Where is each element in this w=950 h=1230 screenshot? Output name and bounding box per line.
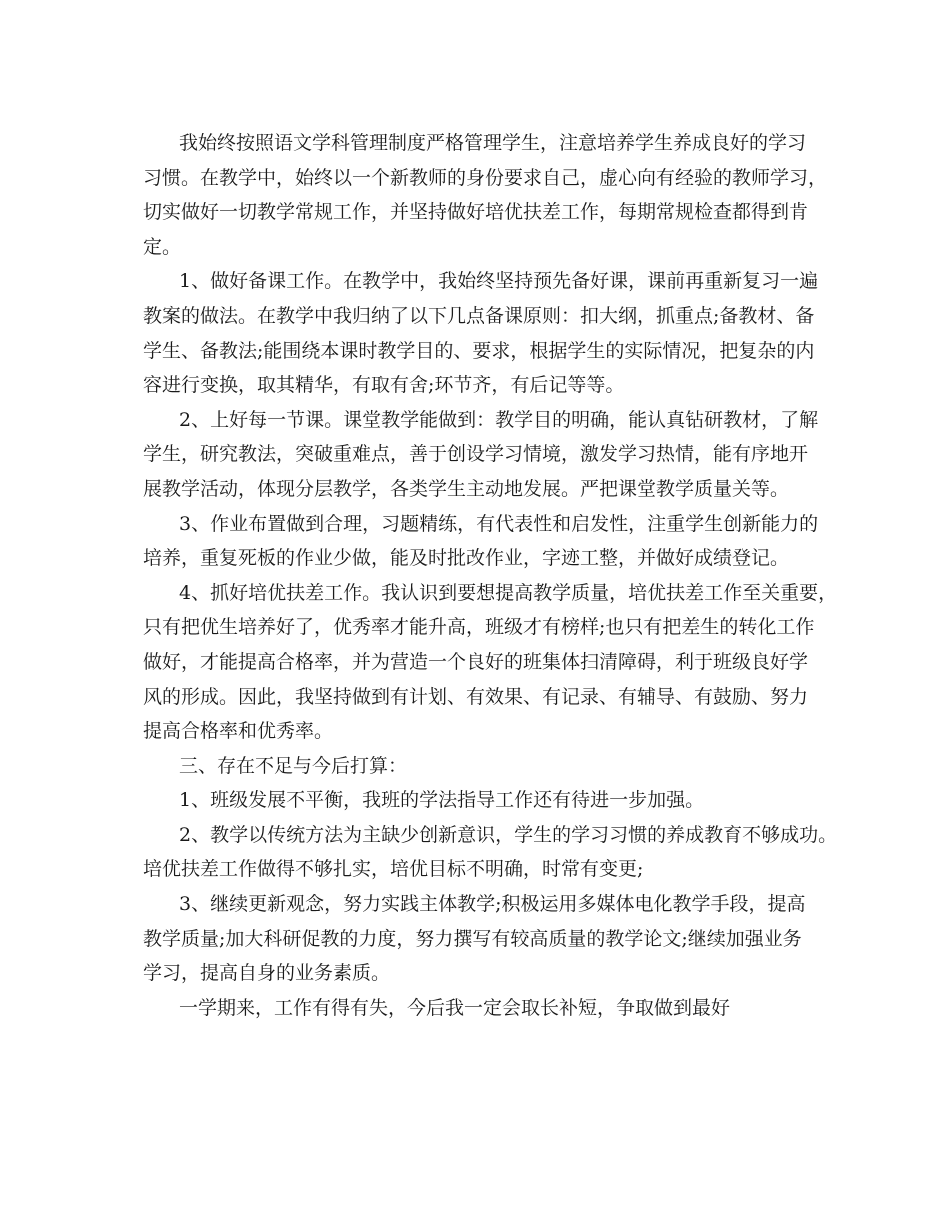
text-line: 1、班级发展不平衡，我班的学法指导工作还有待进一步加强。: [179, 789, 705, 812]
text-line: 2、上好每一节课。课堂教学能做到：教学目的明确，能认真钻研教材，了解: [179, 408, 819, 431]
text-line: 3、作业布置做到合理，习题精练，有代表性和启发性，注重学生创新能力的: [179, 512, 819, 535]
text-line: 3、继续更新观念，努力实践主体教学;积极运用多媒体电化教学手段，提高: [179, 893, 806, 916]
paragraph: [143, 126, 828, 264]
text-line: 学生、备教法;能围绕本课时教学目的、要求，根据学生的实际情况，把复杂的内: [143, 339, 815, 362]
text-line: 培养，重复死板的作业少做，能及时批改作业，字迹工整，并做好成绩登记。: [143, 547, 790, 570]
paragraph: [143, 818, 838, 887]
paragraph: [143, 264, 823, 402]
text-line: 提高合格率和优秀率。: [143, 720, 334, 743]
text-line: 容进行变换，取其精华，有取有舍;环节齐，有后记等等。: [143, 374, 625, 397]
text-line: 展教学活动，体现分层教学，各类学生主动地发展。严把课堂教学质量关等。: [143, 477, 790, 500]
paragraph: [143, 991, 823, 1026]
text-line: 学习，提高自身的业务素质。: [143, 962, 391, 985]
text-line: 1、做好备课工作。在教学中，我始终坚持预先备好课，课前再重新复习一遍: [179, 270, 819, 293]
text-line: 学生，研究教法，突破重难点，善于创设学习情境，激发学习热情，能有序地开: [143, 443, 809, 466]
paragraph: [143, 507, 823, 576]
text-line: 三、存在不足与今后打算：: [179, 754, 408, 777]
text-line: 风的形成。因此，我坚持做到有计划、有效果、有记录、有辅导、有鼓励、努力: [143, 685, 809, 708]
text-line: 一学期来，工作有得有失，今后我一定会取长补短，争取做到最好: [179, 996, 731, 1019]
text-line: 切实做好一切教学常规工作，并坚持做好培优扶差工作，每期常规检查都得到肯: [143, 201, 809, 224]
paragraph: [143, 887, 823, 991]
paragraph: [143, 783, 823, 818]
text-line: 习惯。在教学中，始终以一个新教师的身份要求自己，虚心向有经验的教师学习，: [143, 166, 828, 189]
paragraph: [143, 749, 823, 784]
document-page: [143, 126, 838, 1025]
text-line: 只有把优生培养好了，优秀率才能升高，班级才有榜样;也只有把差生的转化工作: [143, 616, 815, 639]
text-line: 做好，才能提高合格率，并为营造一个良好的班集体扫清障碍，利于班级良好学: [143, 650, 809, 673]
paragraph: [143, 403, 823, 507]
text-line: 我始终按照语文学科管理制度严格管理学生，注意培养学生养成良好的学习: [179, 132, 807, 154]
text-line: 培优扶差工作做得不够扎实，培优目标不明确，时常有变更;: [143, 858, 644, 881]
text-line: 4、抓好培优扶差工作。我认识到要想提高教学质量，培优扶差工作至关重要，: [179, 581, 838, 604]
text-line: 教学质量;加大科研促教的力度，努力撰写有较高质量的教学论文;继续加强业务: [143, 927, 802, 950]
paragraph: [143, 576, 838, 749]
text-line: 定。: [143, 235, 182, 258]
text-line: 2、教学以传统方法为主缺少创新意识，学生的学习习惯的养成教育不够成功。: [179, 823, 838, 846]
text-line: 教案的做法。在教学中我归纳了以下几点备课原则：扣大纲，抓重点;备教材、备: [143, 304, 815, 327]
